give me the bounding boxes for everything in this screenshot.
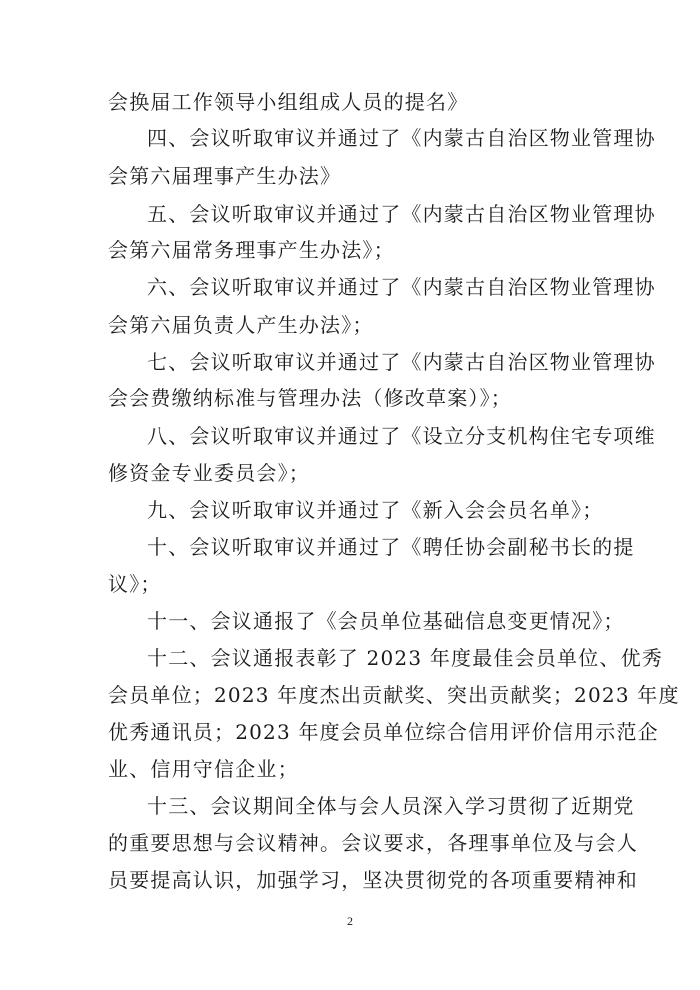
text-line: 会会费缴纳标准与管理办法（修改草案）》； — [108, 386, 512, 410]
text-line: 的重要思想与会议精神。会议要求，各理事单位及与会人 — [108, 831, 638, 855]
text-line: 七、会议听取审议并通过了《内蒙古自治区物业管理协 — [147, 350, 656, 374]
text-line: 四、会议听取审议并通过了《内蒙古自治区物业管理协 — [147, 126, 656, 150]
text-line: 八、会议听取审议并通过了《设立分支机构住宅专项维 — [147, 424, 656, 448]
text-line: 五、会议听取审议并通过了《内蒙古自治区物业管理协 — [147, 202, 656, 226]
text-line: 修资金专业委员会》； — [108, 461, 310, 485]
text-line: 员要提高认识，加强学习，坚决贯彻党的各项重要精神和 — [108, 868, 638, 892]
text-line: 十、会议听取审议并通过了《聘任协会副秘书长的提 — [147, 535, 635, 559]
text-line: 优秀通讯员；2023 年度会员单位综合信用评价信用示范企 — [108, 720, 659, 744]
text-line: 九、会议听取审议并通过了《新入会会员名单》； — [147, 498, 604, 522]
text-line: 会第六届常务理事产生办法》； — [108, 238, 395, 262]
text-line: 会第六届理事产生办法》 — [108, 164, 342, 188]
text-line: 十二、会议通报表彰了 2023 年度最佳会员单位、优秀 — [147, 646, 664, 670]
text-line: 六、会议听取审议并通过了《内蒙古自治区物业管理协 — [147, 275, 656, 299]
text-line: 十三、会议期间全体与会人员深入学习贯彻了近期党 — [147, 794, 635, 818]
text-line: 会换届工作领导小组组成人员的提名》 — [108, 90, 469, 114]
text-line: 会员单位；2023 年度杰出贡献奖、突出贡献奖；2023 年度 — [108, 683, 680, 707]
text-line: 业、信用守信企业； — [108, 757, 299, 781]
text-line: 十一、会议通报了《会员单位基础信息变更情况》； — [147, 609, 625, 633]
text-line: 会第六届负责人产生办法》； — [108, 313, 374, 337]
page-number: 2 — [347, 914, 353, 928]
text-line: 议》； — [108, 572, 162, 596]
